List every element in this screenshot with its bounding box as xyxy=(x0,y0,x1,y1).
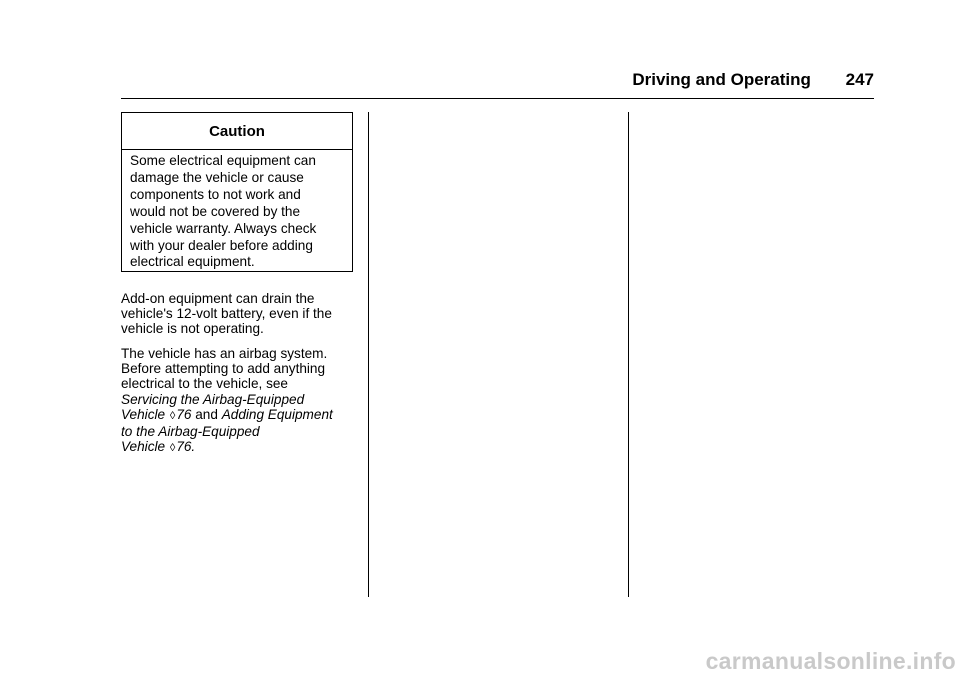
caution-line: Some electrical equipment can xyxy=(130,153,316,168)
and-text: and xyxy=(195,406,218,422)
caution-line: electrical equipment. xyxy=(130,254,255,270)
paragraph-battery xyxy=(121,291,356,337)
ref-adding-line2[interactable]: to the Airbag-Equipped xyxy=(121,424,260,440)
column-divider-1 xyxy=(368,112,369,597)
caution-divider xyxy=(122,149,352,150)
caution-line: with your dealer before adding xyxy=(130,237,313,253)
ref-adding-page[interactable]: 76. xyxy=(176,439,196,455)
text-line: electrical to the vehicle, see xyxy=(121,376,288,392)
text-line: Add-on equipment can drain the xyxy=(121,291,315,306)
caution-text xyxy=(130,153,348,271)
caution-line: would not be covered by the xyxy=(130,203,301,219)
text-line: vehicle's 12-volt battery, even if the xyxy=(121,306,332,322)
caution-title: Caution xyxy=(209,123,265,140)
caution-line: damage the vehicle or cause xyxy=(130,169,304,185)
page-reference-icon: ◊ xyxy=(169,442,176,455)
ref-adding-line1[interactable]: Adding Equipment xyxy=(221,406,333,422)
section-title: Driving and Operating xyxy=(632,70,811,89)
text-line: Before attempting to add anything xyxy=(121,361,326,377)
text-line: vehicle is not operating. xyxy=(121,321,264,337)
page-reference-icon: ◊ xyxy=(169,409,176,422)
caution-line: vehicle warranty. Always check xyxy=(130,220,317,236)
ref-servicing-line1[interactable]: Servicing the Airbag-Equipped xyxy=(121,391,305,407)
page-header xyxy=(632,70,874,90)
caution-box xyxy=(121,112,353,272)
page-number: 247 xyxy=(845,70,874,89)
watermark: carmanualsonline.info xyxy=(705,648,956,674)
caution-line: components to not work and xyxy=(130,186,301,202)
ref-adding-line3[interactable]: Vehicle xyxy=(121,439,166,455)
header-rule xyxy=(121,98,874,99)
ref-servicing-page[interactable]: 76 xyxy=(176,406,192,422)
column-divider-2 xyxy=(628,112,629,597)
text-line: The vehicle has an airbag system. xyxy=(121,346,328,361)
paragraph-airbag xyxy=(121,346,356,456)
ref-servicing-line2[interactable]: Vehicle xyxy=(121,406,166,422)
